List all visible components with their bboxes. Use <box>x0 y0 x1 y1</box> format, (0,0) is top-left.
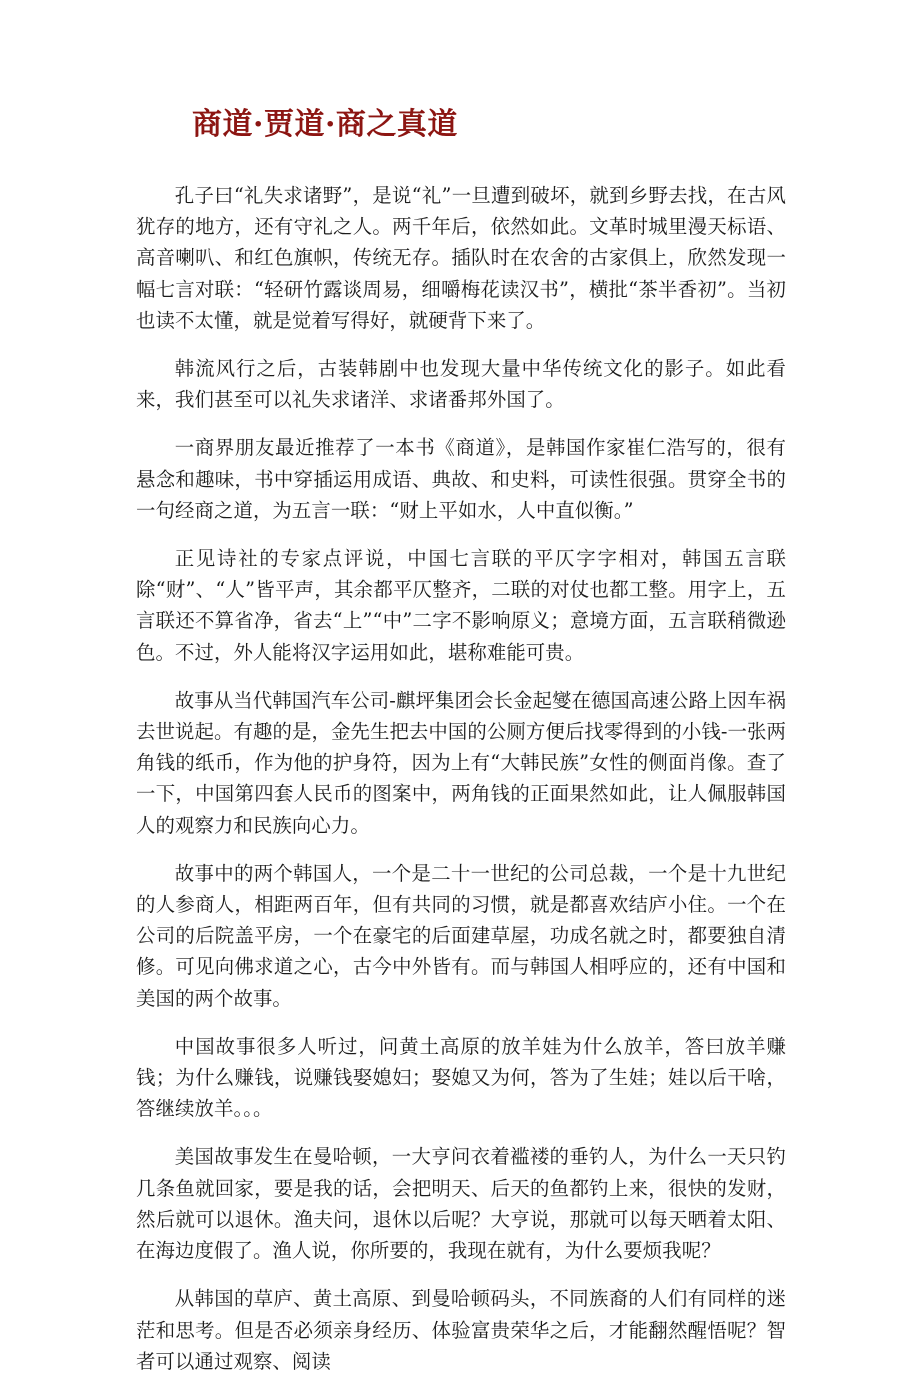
paragraph: 故事从当代韩国汽车公司-麒坪集团会长金起燮在德国高速公路上因车祸去世说起。有趣的是，金先生把去中国的公厕方便后找零得到的小钱-一张两角钱的纸币，作为他的护身符，因为上有“大韩民族”女性的侧面肖像。查了一下，中国第四套人民币的图案中，两角钱的正面果然如此，让人佩服韩国人的观察力和民族向心力。 <box>136 688 786 837</box>
paragraph: 从韩国的草庐、黄土高原、到曼哈顿码头，不同族裔的人们有同样的迷茫和思考。但是否必须亲身经历、体验富贵荣华之后，才能翻然醒悟呢？智者可以通过观察、阅读 <box>136 1287 786 1373</box>
page-title: 商道·贾道·商之真道 <box>192 107 458 142</box>
paragraph: 韩流风行之后，古装韩剧中也发现大量中华传统文化的影子。如此看来，我们甚至可以礼失求诸洋、求诸番邦外国了。 <box>136 357 786 412</box>
paragraph: 孔子曰“礼失求诸野”，是说“礼”一旦遭到破坏，就到乡野去找，在古风犹存的地方，还有守礼之人。两千年后，依然如此。文革时城里漫天标语、高音喇叭、和红色旗帜，传统无存。插队时在农舍的古家俱上，欣然发现一幅七言对联：“轻研竹露谈周易，细嚼梅花读汉书”，横批“茶半香初”。当初也读不太懂，就是觉着写得好，就硬背下来了。 <box>136 184 786 332</box>
paragraph: 中国故事很多人听过，问黄土高原的放羊娃为什么放羊，答曰放羊赚钱；为什么赚钱，说赚钱娶媳妇；娶媳又为何，答为了生娃；娃以后干啥，答继续放羊。。。 <box>136 1034 786 1121</box>
paragraph-list <box>136 180 786 1377</box>
paragraph: 正见诗社的专家点评说，中国七言联的平仄字字相对，韩国五言联除“财”、“人”皆平声，其余都平仄整齐，二联的对仗也都工整。用字上，五言联还不算省净，省去“上”“中”二字不影响原义；意境方面，五言联稍微逊色。不过，外人能将汉字运用如此，堪称难能可贵。 <box>136 547 786 664</box>
paragraph: 一商界朋友最近推荐了一本书《商道》，是韩国作家崔仁浩写的，很有悬念和趣味，书中穿插运用成语、典故、和史料，可读性很强。贯穿全书的一句经商之道，为五言一联：“财上平如水，人中直似衡。” <box>136 436 786 522</box>
paragraph: 故事中的两个韩国人，一个是二十一世纪的公司总裁，一个是十九世纪的人参商人，相距两百年，但有共同的习惯，就是都喜欢结庐小住。一个在公司的后院盖平房，一个在豪宅的后面建草屋，功成名就之时，都要独自清修。可见向佛求道之心，古今中外皆有。而与韩国人相呼应的，还有中国和美国的两个故事。 <box>136 861 786 1010</box>
paragraph: 美国故事发生在曼哈顿，一大亨问衣着褴褛的垂钓人，为什么一天只钓几条鱼就回家，要是我的话，会把明天、后天的鱼都钓上来，很快的发财，然后就可以退休。渔夫问，退休以后呢？大亨说，那就可以每天晒着太阳、在海边度假了。渔人说，你所要的，我现在就有，为什么要烦我呢？ <box>136 1145 786 1263</box>
